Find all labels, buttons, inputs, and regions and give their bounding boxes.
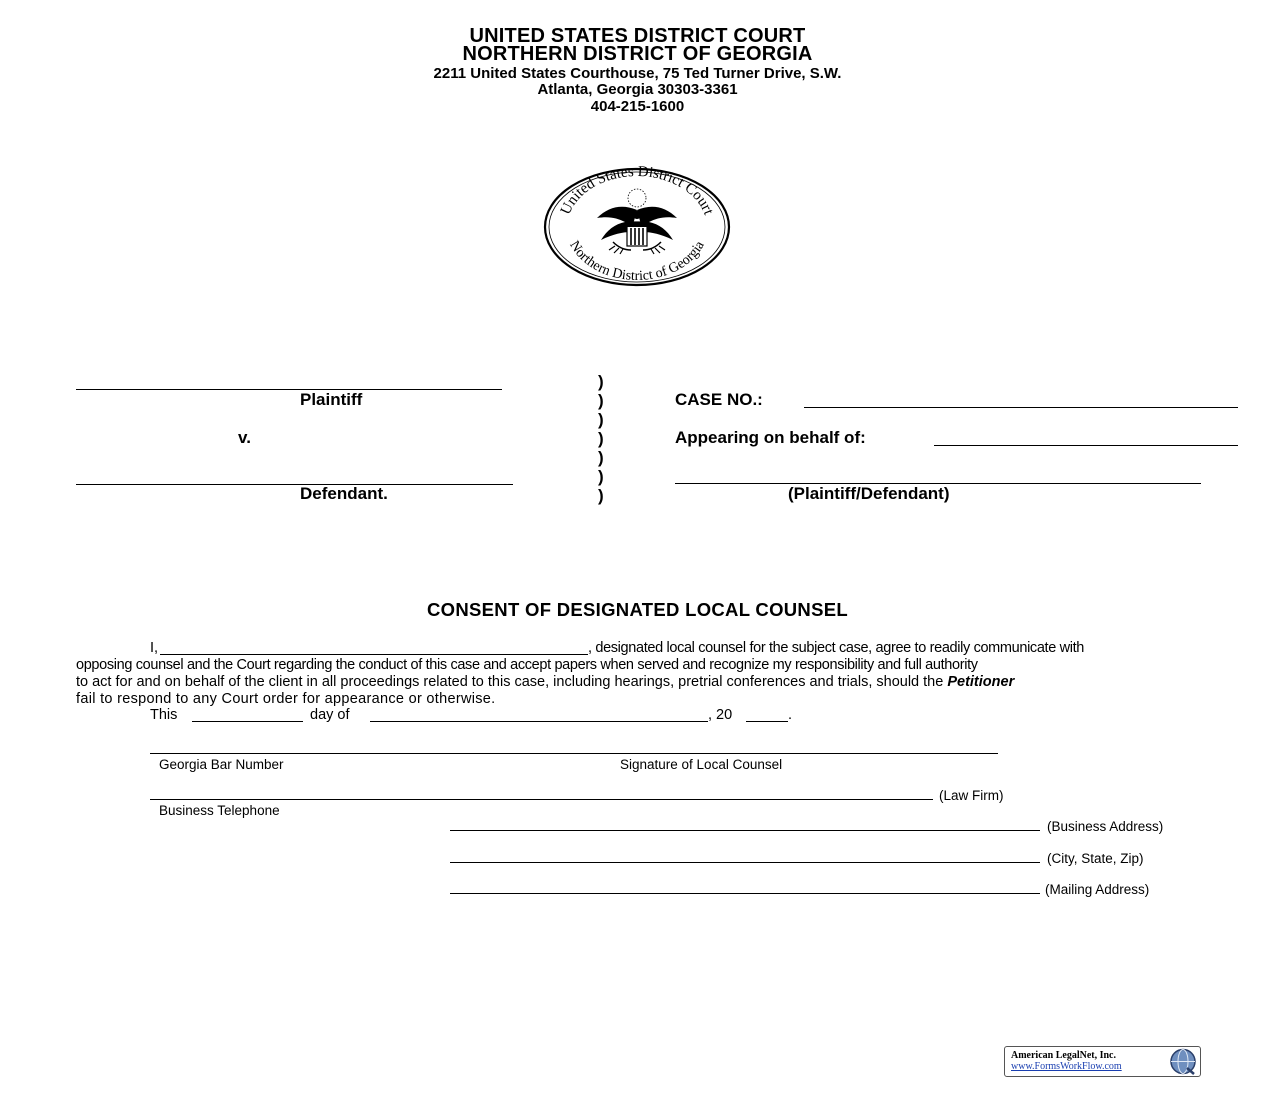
date-this-label: This	[150, 707, 178, 723]
counsel-name-field[interactable]	[160, 654, 588, 655]
caption-paren: )	[598, 467, 604, 486]
court-address-line1: 2211 United States Courthouse, 75 Ted Turner Drive, S.W.	[433, 65, 842, 82]
versus-label: v.	[238, 428, 251, 447]
law-firm-label: (Law Firm)	[939, 788, 1004, 803]
body-line-3-text: to act for and on behalf of the client in all proceedings related to this case, including hearings, pretrial conferences and trials, should the	[76, 674, 944, 690]
date-day-field[interactable]	[192, 721, 303, 722]
case-number-label: CASE NO.:	[675, 390, 763, 409]
caption-paren: )	[598, 391, 604, 410]
petitioner-term: Petitioner	[947, 674, 1015, 690]
body-line-3	[76, 674, 1014, 691]
caption-paren: )	[598, 448, 604, 467]
body-line-4: fail to respond to any Court order for appearance or otherwise.	[76, 691, 496, 707]
footer-company: American LegalNet, Inc.	[1011, 1050, 1116, 1061]
court-name: UNITED STATES DISTRICT COURT	[469, 25, 806, 47]
date-month-field[interactable]	[370, 721, 708, 722]
date-day-of-label: day of	[310, 707, 350, 723]
bar-number-and-signature-line[interactable]	[150, 753, 998, 754]
appearing-on-behalf-label: Appearing on behalf of:	[675, 428, 866, 447]
body-line-1-suffix: , designated local counsel for the subject case, agree to readily communicate with	[588, 640, 1085, 656]
telephone-label: Business Telephone	[159, 803, 280, 818]
appearing-on-behalf-field[interactable]	[934, 445, 1238, 446]
telephone-and-law-firm-line[interactable]	[150, 799, 933, 800]
date-year-prefix: , 20	[708, 707, 733, 723]
court-seal-graphic	[543, 166, 731, 288]
case-number-field[interactable]	[804, 407, 1238, 408]
document-title: CONSENT OF DESIGNATED LOCAL COUNSEL	[427, 599, 848, 620]
footer-url[interactable]: www.FormsWorkFlow.com	[1011, 1061, 1122, 1072]
body-line-2: opposing counsel and the Court regarding the conduct of this case and accept papers when served and recognize my responsibility and full authority	[76, 657, 978, 673]
court-district: NORTHERN DISTRICT OF GEORGIA	[462, 43, 813, 65]
plaintiff-name-line[interactable]	[76, 389, 502, 390]
seal-bottom-text: Northern District of Georgia	[566, 238, 708, 285]
globe-icon	[1169, 1048, 1197, 1075]
city-state-zip-label: (City, State, Zip)	[1047, 851, 1144, 866]
bar-number-label: Georgia Bar Number	[159, 757, 284, 772]
caption-paren: )	[598, 410, 604, 429]
body-line-1-prefix: I,	[150, 640, 159, 656]
date-year-field[interactable]	[746, 721, 788, 722]
business-address-field[interactable]	[450, 830, 1040, 831]
date-end: .	[788, 707, 793, 723]
eagle-icon	[597, 189, 677, 254]
defendant-name-line[interactable]	[76, 484, 513, 485]
city-state-zip-field[interactable]	[450, 862, 1040, 863]
mailing-address-field[interactable]	[450, 893, 1040, 894]
caption-paren: )	[598, 429, 604, 448]
signature-label: Signature of Local Counsel	[620, 757, 783, 772]
caption-paren: )	[598, 372, 604, 391]
business-address-label: (Business Address)	[1047, 819, 1164, 834]
plaintiff-label: Plaintiff	[300, 390, 363, 409]
party-label: (Plaintiff/Defendant)	[788, 484, 950, 503]
court-phone: 404-215-1600	[590, 98, 685, 115]
court-seal	[543, 166, 731, 288]
caption-paren: )	[598, 486, 604, 505]
defendant-label: Defendant.	[300, 484, 388, 503]
court-address-line2: Atlanta, Georgia 30303-3361	[537, 81, 738, 98]
seal-top-text: United States District Court	[557, 166, 717, 218]
forms-workflow-badge	[1004, 1046, 1201, 1077]
mailing-address-label: (Mailing Address)	[1045, 882, 1150, 897]
